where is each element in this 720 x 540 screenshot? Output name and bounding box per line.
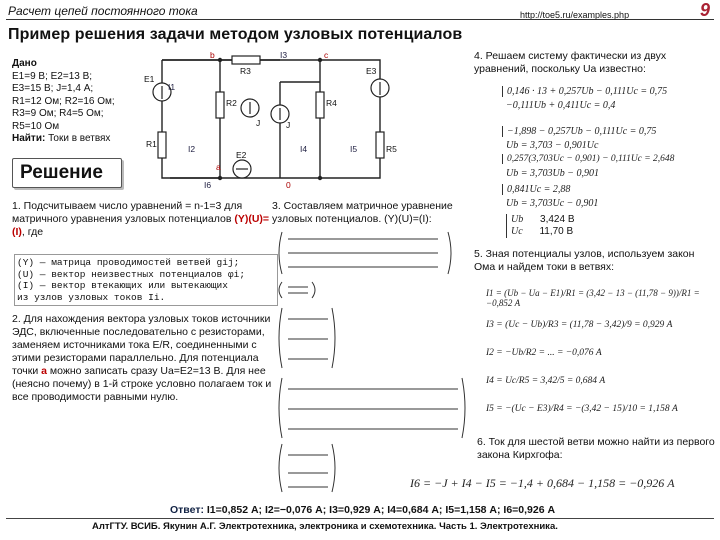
result-value: 3,424 В (540, 214, 575, 225)
answer (170, 504, 555, 516)
given-line: R3=9 Ом; R4=5 Ом; (12, 108, 104, 119)
footer: АлтГТУ. ВСИБ. Якунин А.Г. Электротехника, электроника и схемотехника. Часть 1. Электротехника. (92, 521, 558, 532)
equation: I4 = Uc/R5 = 3,42/5 = 0,684 А (486, 376, 606, 386)
page-number: 9 (700, 0, 711, 20)
given-line: R1=12 Ом; R2=16 Ом; (12, 95, 115, 107)
equation: I5 = −(Uc − E3)/R4 = −(3,42 − 15)/10 = 1,158 А (486, 404, 678, 414)
result-name: Uc (511, 226, 523, 237)
circuit-label: a (216, 162, 221, 172)
solution-heading: Решение (20, 162, 103, 183)
circuit-label: E1 (144, 74, 155, 84)
step-2-body: 2. Для нахождения вектора узловых токов источники ЭДС, включенные последовательно с резисторами, заменяем источниками тока E/R, соединенными с этими резисторами параллельно. Для потенциала точки (12, 313, 271, 377)
step-5-text: 5. Зная потенциалы узлов, используем закон Ома и найдем токи в ветвях: (474, 248, 695, 273)
result-value: 11,70 В (539, 226, 574, 237)
matrix-equation: (Y)(U)=(I) (12, 213, 270, 238)
circuit-label: E3 (366, 66, 377, 76)
step-1-tail: , где (21, 226, 44, 238)
circuit-label: b (210, 52, 215, 60)
equation: −0,111Ub + 0,411Uc = 0,4 (506, 100, 616, 111)
result-name: Ub (511, 214, 524, 225)
step-3-text: 3. Составляем матричное уравнение узловых потенциалов. (Y)(U)=(I): (272, 200, 453, 225)
circuit-label: I5 (350, 144, 358, 154)
definitions-box (14, 254, 278, 306)
point-a: a (41, 365, 47, 377)
circuit-label: J (286, 120, 291, 130)
solution-heading-box (12, 158, 122, 188)
circuit-label: I1 (168, 82, 176, 92)
definition-line: из узлов узловых токов Ii. (17, 291, 166, 303)
circuit-label: c (324, 52, 329, 60)
step-1-text (12, 200, 274, 239)
definition-line: (U) — вектор неизвестных потенциалов φi; (17, 268, 246, 280)
equation: Ub = 3,703Ub − 0,901 (506, 168, 599, 179)
equation: −1,898 − 0,257Ub − 0,111Uc = 0,75 (502, 126, 656, 137)
circuit-label: I3 (280, 52, 288, 60)
resistor-r3 (232, 56, 260, 64)
equation: Ub = 3,703Uc − 0,901 (506, 198, 599, 209)
circuit-label: R4 (326, 98, 337, 108)
find-text: Токи в ветвях (45, 133, 111, 144)
header-url[interactable]: http://toe5.ru/examples.php (520, 10, 630, 20)
resistor-r4 (316, 92, 324, 118)
given-block (12, 58, 115, 146)
equation: Ub = 3,703 − 0,901Uc (506, 140, 599, 151)
header-divider (6, 19, 714, 20)
equation: I2 = −Ub/R2 = ... = −0,076 А (486, 348, 602, 358)
resistor-r2 (216, 92, 224, 118)
given-line: R5=10 Ом (12, 120, 60, 132)
kirchhoff-equation: I6 = −J + I4 − I5 = −1,4 + 0,684 − 1,158 = −0,926 А (410, 476, 675, 490)
circuit-label: E2 (236, 150, 247, 160)
find-label: Найти: (12, 133, 46, 144)
equation: 0,841Uc = 2,88 (502, 184, 570, 195)
equation: I3 = (Uc − Ub)/R3 = (11,78 − 3,42)/9 = 0,929 А (486, 320, 673, 330)
given-line: E3=15 В; J=1,4 А; (12, 83, 94, 94)
given-heading: Дано (12, 58, 37, 69)
resistor-r1 (158, 132, 166, 158)
circuit-label: I6 (204, 180, 212, 190)
step-6-text: 6. Ток для шестой ветви можно найти из первого закона Кирхгофа: (477, 436, 715, 461)
resistor-r5 (376, 132, 384, 158)
answer-label: Ответ: (170, 504, 204, 516)
circuit-label: R1 (146, 139, 157, 149)
node-potentials (506, 214, 575, 238)
circuit-label: I4 (300, 144, 308, 154)
circuit-label: J (256, 118, 261, 128)
circuit-label: 0 (286, 180, 291, 190)
definition-line: (I) — вектор втекающих или вытекающих (17, 280, 228, 291)
step-1-body: 1. Подсчитываем число уравнений = n-1=3 для матричного уравнения узловых потенциалов (12, 200, 243, 225)
equation: I1 = (Ub − Ua − E1)/R1 = (3,42 − 13 − (11,78 − 9))/R1 = −0,852 А (486, 288, 700, 308)
circuit-label: R2 (226, 98, 237, 108)
circuit-label: R3 (240, 66, 251, 76)
circuit-label: I2 (188, 144, 196, 154)
circuit-label: R5 (386, 144, 397, 154)
equation: 0,257(3,703Uc − 0,901) − 0,111Uc = 2,648 (502, 154, 674, 164)
given-line: E1=9 В; E2=13 В; (12, 70, 93, 82)
equation: 0,146 · 13 + 0,257Ub − 0,111Uc = 0,75 (502, 86, 667, 97)
step-2-text (12, 313, 272, 404)
header-title: Расчет цепей постоянного тока (8, 4, 198, 18)
matrix-equations-graphic (272, 228, 468, 498)
circuit-diagram (140, 52, 400, 190)
answer-text: I1=0,852 А; I2=−0,076 А; I3=0,929 А; I4=0,684 А; I5=1,158 А; I6=0,926 А (203, 504, 556, 516)
step-2-tail: можно записать сразу Ua=E2=13 В. Для нее (неясно почему) в 1-й строке условно полагаем ток и все проводимости равными нулю. (12, 365, 272, 403)
definition-line: (Y) — матрица проводимостей ветвей gij; (17, 257, 240, 268)
page-title: Пример решения задачи методом узловых потенциалов (8, 26, 463, 43)
footer-divider (6, 518, 714, 519)
step-4-text: 4. Решаем систему фактически из двух уравнений, поскольку Ua известно: (474, 50, 667, 75)
